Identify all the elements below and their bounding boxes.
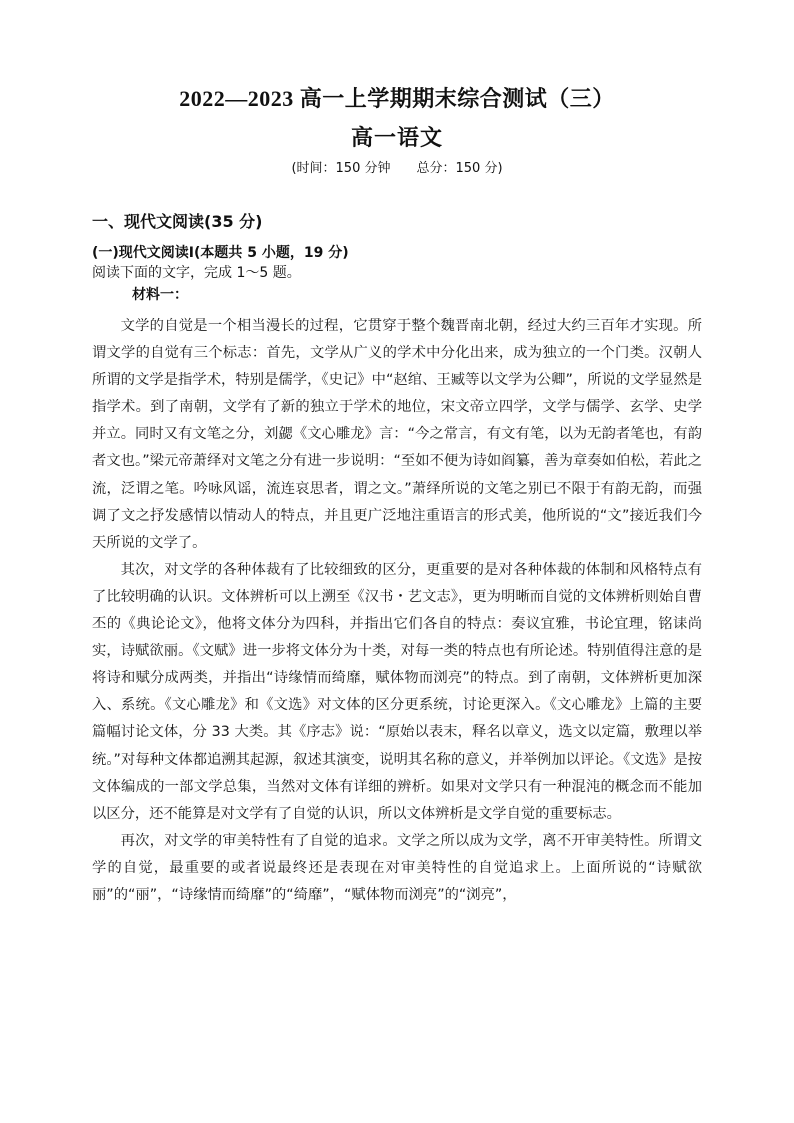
subject-title: 高一语文: [350, 126, 443, 151]
section-heading: 一、现代文阅读(35 分): [92, 212, 263, 231]
reading-instruction: 阅读下面的文字，完成 1～5 题。: [92, 265, 301, 281]
material-label: 材料一：: [132, 287, 188, 303]
paragraph: 文学的自觉是一个相当漫长的过程，它贯穿于整个魏晋南北朝，经过大约三百年才实现。所谓文学的自觉有三个标志：首先，文学从广义的学术中分化出来，成为独立的一个门类。汉朝人所谓的文学是指学术，特别是儒学，《史记》中“赵绾、王臧等以文学为公卿”，所说的文学显然是指学术。到了南朝，文学有了新的独立于学术的地位，宋文帝立四学，文学与儒学、玄学、史学并立。同时又有文笔之分，刘勰《文心雕龙》言：“今之常言，有文有笔，以为无韵者笔也，有韵者文也。”梁元帝萧绎对文笔之分有进一步说明：“至如不便为诗如阎纂，善为章奏如伯松，若此之流，泛谓之笔。吟咏风谣，流连哀思者，谓之文。”萧绎所说的文笔之别已不限于有韵无韵，而强调了文之抒发感情以情动人的特点，并且更广泛地注重语言的形式美，他所说的“文”接近我们今天所说的文学了。: [92, 318, 702, 551]
exam-title: 2022—2023 高一上学期期末综合测试（三）: [179, 86, 615, 111]
time-score-info: [0, 160, 794, 178]
time-label: (时间：150 分钟: [291, 161, 391, 176]
score-label: 总分：150 分): [416, 161, 503, 176]
subsection-heading: (一)现代文阅读Ⅰ(本题共 5 小题，19 分): [92, 245, 349, 261]
paragraph: 其次，对文学的各种体裁有了比较细致的区分，更重要的是对各种体裁的体制和风格特点有了比较明确的认识。文体辨析可以上溯至《汉书・艺文志》，更为明晰而自觉的文体辨析则始自曹丕的《典论论文》，他将文体分为四科，并指出它们各自的特点：奏议宜雅，书论宜理，铭诔尚实，诗赋欲丽。《文赋》进一步将文体分为十类，对每一类的特点也有所论述。特别值得注意的是将诗和赋分成两类，并指出“诗缘情而绮靡，赋体物而浏亮”的特点。到了南朝，文体辨析更加深入、系统。《文心雕龙》和《文选》对文体的区分更系统，讨论更深入。《文心雕龙》上篇的主要篇幅讨论文体，分 33 大类。其《序志》说：“原始以表末，释名以章义，选文以定篇，敷理以举统。”对每种文体都追溯其起源，叙述其演变，说明其名称的意义，并举例加以评论。《文选》是按文体编成的一部文学总集，当然对文体有详细的辨析。如果对文学只有一种混沌的概念而不能加以区分，还不能算是对文学有了自觉的认识，所以文体辨析是文学自觉的重要标志。: [92, 561, 702, 822]
paragraph: 再次，对文学的审美特性有了自觉的追求。文学之所以成为文学，离不开审美特性。所谓文学的自觉，最重要的或者说最终还是表现在对审美特性的自觉追求上。上面所说的“诗赋欲丽”的“丽”，“诗缘情而绮靡”的“绮靡”，“赋体物而浏亮”的“浏亮”，: [92, 832, 702, 903]
reading-passage: [92, 313, 702, 909]
